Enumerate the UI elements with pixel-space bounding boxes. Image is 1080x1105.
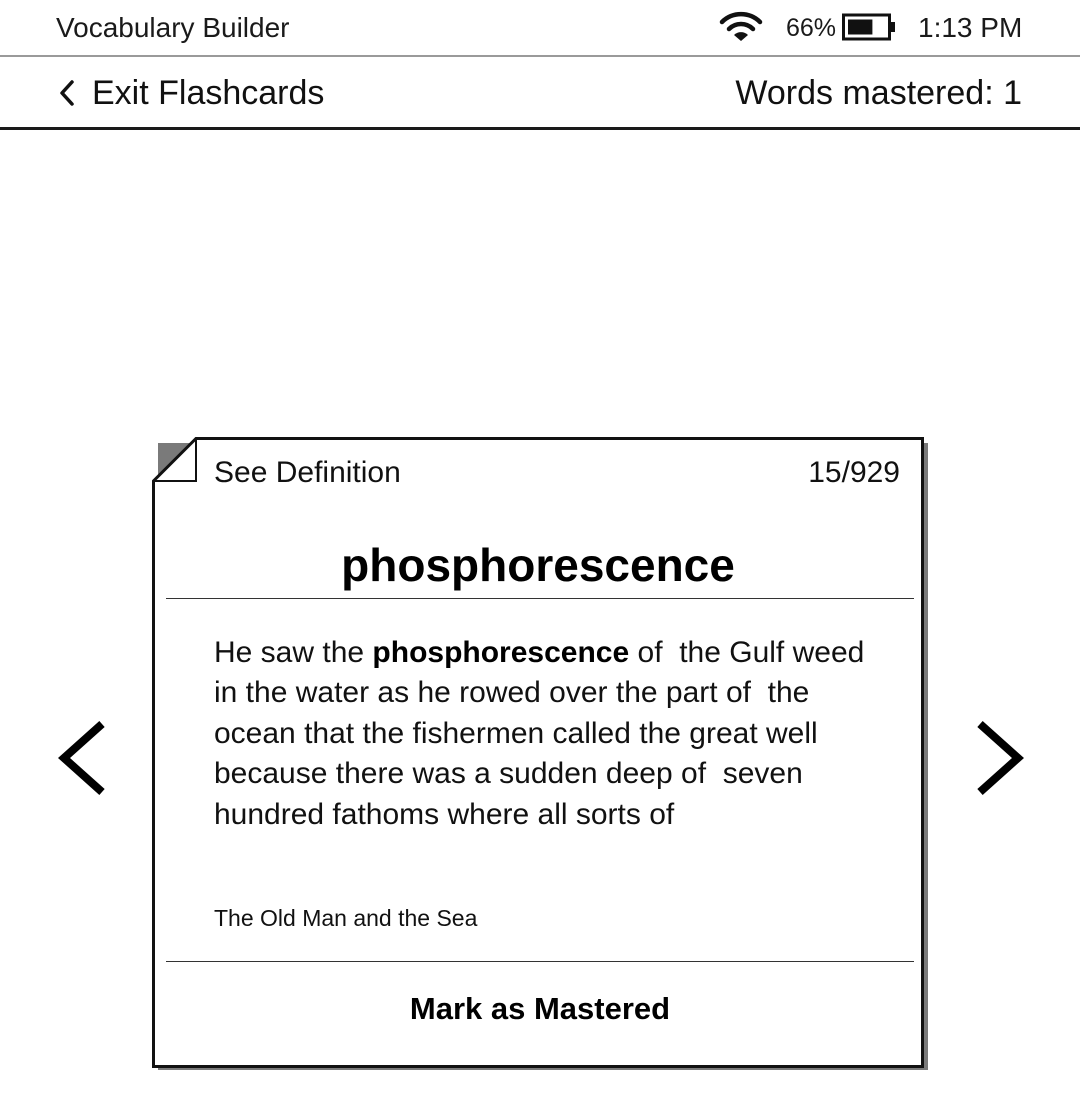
clock: 1:13 PM <box>918 12 1023 43</box>
battery-icon <box>842 12 896 42</box>
divider <box>166 961 914 962</box>
previous-card-button[interactable] <box>56 718 116 798</box>
example-text-before: He saw the <box>214 636 373 669</box>
battery-percent: 66% <box>786 14 837 42</box>
words-mastered-count: Words mastered: 1 <box>735 74 1022 112</box>
flashcard <box>152 437 924 1068</box>
divider <box>166 598 914 599</box>
mark-as-mastered-button[interactable]: Mark as Mastered <box>409 991 671 1026</box>
app-title: Vocabulary Builder <box>56 12 290 43</box>
example-highlight-word: phosphorescence <box>372 636 630 669</box>
chevron-left-icon <box>56 76 78 110</box>
status-bar <box>0 0 1080 57</box>
toolbar <box>0 57 1080 130</box>
see-definition-button[interactable]: See Definition <box>214 456 401 489</box>
exit-flashcards-button[interactable] <box>56 71 324 115</box>
next-card-button[interactable] <box>968 718 1028 798</box>
book-title: The Old Man and the Sea <box>214 905 478 931</box>
wifi-icon <box>719 10 763 44</box>
exit-flashcards-label: Exit Flashcards <box>92 74 325 112</box>
battery-fill <box>848 20 872 35</box>
flashcard-word: phosphorescence <box>341 539 735 591</box>
chevron-right-icon <box>980 724 1018 792</box>
example-sentence <box>214 633 884 837</box>
chevron-left-icon <box>64 724 102 792</box>
example-text-after: of the Gulf weed in the water as he rowed over the part of the ocean that the fishermen called the great well because there was a sudden deep of seven hundred fathoms where all sorts of <box>214 636 873 831</box>
card-counter: 15/929 <box>808 456 900 489</box>
